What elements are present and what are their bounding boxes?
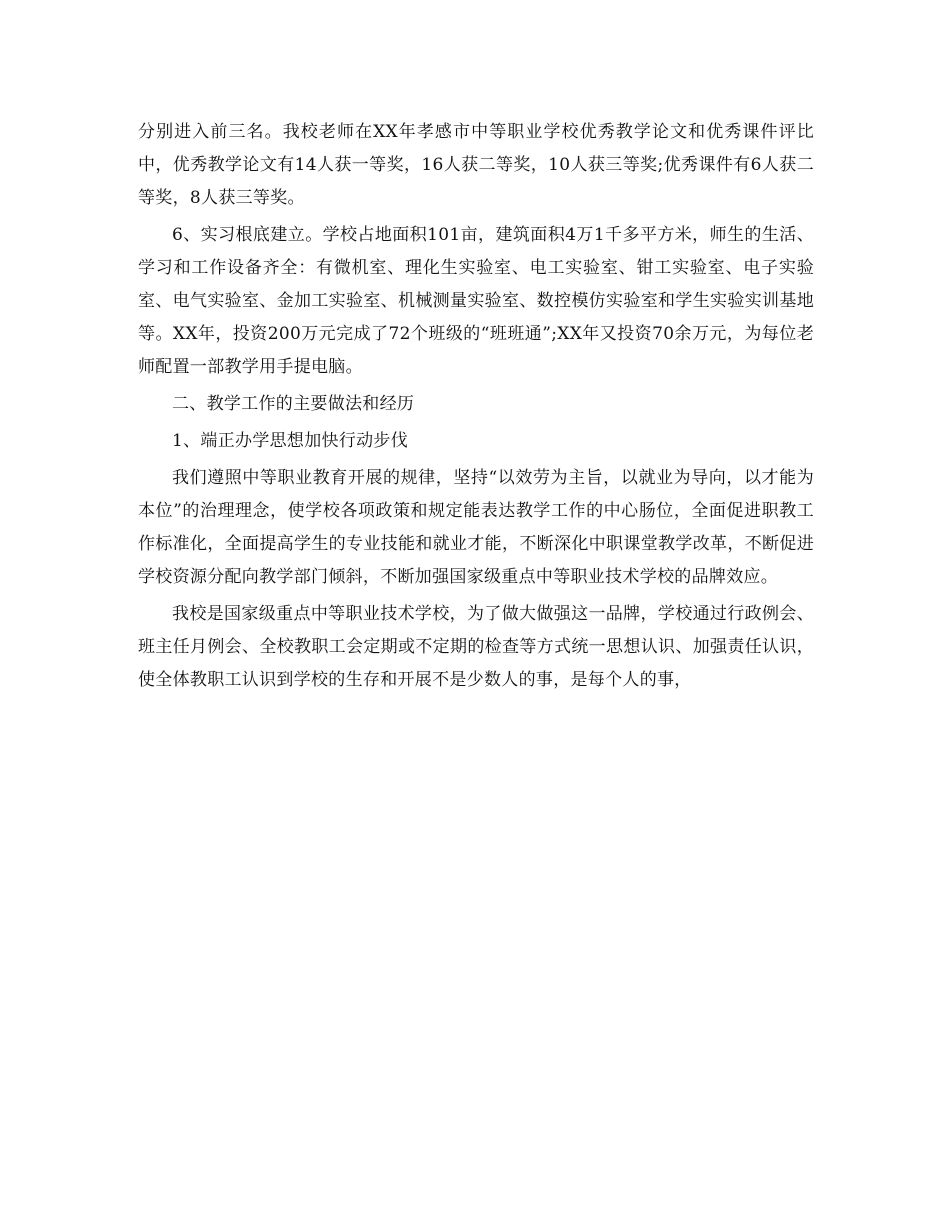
paragraph-management-philosophy: 我们遵照中等职业教育开展的规律，坚持“以效劳为主旨，以就业为导向，以才能为本位”的治理理念，使学校各项政策和规定能表达教学工作的中心肠位，全面促进职教工作标准化，全面提高学生的专业技能和就业才能，不断深化中职课堂教学改革，不断促进学校资源分配向教学部门倾斜，不断加强国家级重点中等职业技术学校的品牌效应。	[138, 468, 814, 587]
paragraph-awards: 分别进入前三名。我校老师在XX年孝感市中等职业学校优秀教学论文和优秀课件评比中，优秀教学论文有14人获一等奖，16人获二等奖，10人获三等奖;优秀课件有6人获二等奖，8人获三等奖。	[138, 122, 814, 208]
subsection-heading-school-philosophy: 1、端正办学思想加快行动步伐	[172, 431, 409, 451]
document-body	[138, 116, 814, 701]
paragraph-brand-building: 我校是国家级重点中等职业技术学校，为了做大做强这一品牌，学校通过行政例会、班主任月例会、全校教职工会定期或不定期的检查等方式统一思想认识、加强责任认识，使全体教职工认识到学校的生存和开展不是少数人的事，是每个人的事，	[138, 604, 814, 690]
section-heading-teaching-work: 二、教学工作的主要做法和经历	[172, 394, 415, 414]
paragraph-facilities: 6、实习根底建立。学校占地面积101亩，建筑面积4万1千多平方米，师生的生活、学习和工作设备齐全：有微机室、理化生实验室、电工实验室、钳工实验室、电子实验室、电气实验室、金加工实验室、机械测量实验室、数控模仿实验室和学生实验实训基地等。XX年，投资200万元完成了72个班级的“班班通”;XX年又投资70余万元，为每位老师配置一部教学用手提电脑。	[138, 225, 814, 377]
